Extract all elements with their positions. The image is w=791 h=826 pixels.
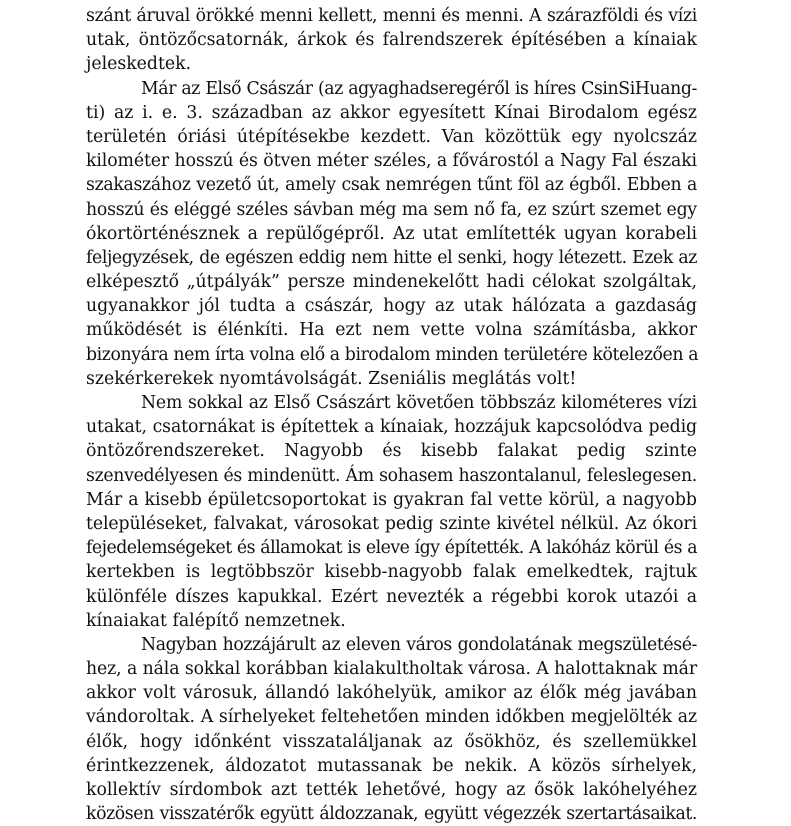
document-page (86, 4, 697, 826)
text-line: településeket, falvakat, városokat pedig szinte kivétel nélkül. Az ókori (86, 513, 697, 534)
text-line: ti) az i. e. 3. században az akkor egyesített Kínai Birodalom egész (86, 102, 697, 123)
text-line: öntözőrendszereket. Nagyobb és kisebb falakat pedig szinte (86, 441, 697, 462)
text-line: érintkezzenek, áldozatot mutassanak be nekik. A közös sírhelyek, (86, 755, 697, 776)
text-line: működését is élénkíti. Ha ezt nem vette volna számításba, akkor (86, 320, 697, 341)
text-line: szánt áruval örökké menni kellett, menni és menni. A szárazföldi és vízi (86, 6, 697, 26)
text-line: feljegyzések, de egészen eddig nem hitte el senki, hogy létezett. Ezek az (86, 247, 697, 268)
paragraph (86, 391, 697, 633)
text-line: utakat, csatornákat is építettek a kínaiak, hozzájuk kapcsolódva pedig (86, 417, 697, 438)
paragraph (86, 4, 697, 77)
text-line: közösen visszatérők együtt áldozzanak, együtt végezzék szertartásaikat. (86, 804, 697, 825)
text-line: szakaszához vezető út, amely csak nemrégen tűnt föl az égből. Ebben a (86, 175, 697, 196)
text-line: kertekben is legtöbbször kisebb-nagyobb falak emelkedtek, rajtuk (86, 562, 697, 583)
text-line: Nagyban hozzájárult az eleven város gondolatának megszületésé- (141, 634, 697, 655)
text-line: fejedelemségeket és államokat is eleve így építették. A lakóház körül és a (86, 538, 697, 559)
text-line: vándoroltak. A sírhelyeket feltehetően minden időkben megjelölték az (86, 707, 697, 728)
text-line: akkor volt városuk, állandó lakóhelyük, amikor az élők még javában (86, 683, 697, 704)
text-line: elképesztő „útpályák” persze mindenekelőtt hadi célokat szolgáltak, (86, 272, 697, 293)
text-line: területén óriási útépítésekbe kezdett. Van közöttük egy nyolcszáz (86, 126, 697, 147)
paragraph (86, 77, 697, 391)
text-line: élők, hogy időnként visszataláljanak az ősökhöz, és szellemükkel (86, 731, 697, 752)
text-line: hez, a nála sokkal korábban kialakultholtak városa. A halottaknak már (86, 659, 697, 680)
text-line: ugyanakkor jól tudta a császár, hogy az utak hálózata a gazdaság (86, 296, 697, 317)
text-line: Már a kisebb épületcsoportokat is gyakran fal vette körül, a nagyobb (86, 489, 697, 510)
text-line: ókortörténésznek a repülőgépről. Az utat említették ugyan korabeli (86, 223, 697, 244)
text-line: kínaiakat falépítő nemzetnek. (86, 610, 346, 631)
text-line: jeleskedtek. (86, 54, 192, 75)
text-line: Nem sokkal az Első Császárt követően többszáz kilométeres vízi (141, 393, 697, 413)
text-line: hosszú és eléggé széles sávban még ma sem nő fa, ez szúrt szemet egy (86, 199, 697, 220)
text-line: kilométer hosszú és ötven méter széles, a fővárostól a Nagy Fal északi (86, 151, 697, 172)
text-line: szekérkerekek nyomtávolságát. Zseniális meglátás volt! (86, 368, 577, 389)
text-line: kollektív sírdombok azt tették lehetővé, hogy az ősök lakóhelyéhez (86, 780, 697, 800)
paragraph (86, 633, 697, 826)
text-line: különféle díszes kapukkal. Ezért nevezték a régebbi korok utazói a (86, 586, 697, 607)
text-line: szenvedélyesen és mindenütt. Ám sohasem haszontalanul, feleslegesen. (86, 465, 697, 486)
text-line: Már az Első Császár (az agyaghadseregéről is híres CsinSiHuang- (141, 78, 697, 99)
text-line: utak, öntözőcsatornák, árkok és falrendszerek építésében a kínaiak (86, 30, 697, 51)
text-line: bizonyára nem írta volna elő a birodalom minden területére kötelezően a (86, 344, 699, 365)
